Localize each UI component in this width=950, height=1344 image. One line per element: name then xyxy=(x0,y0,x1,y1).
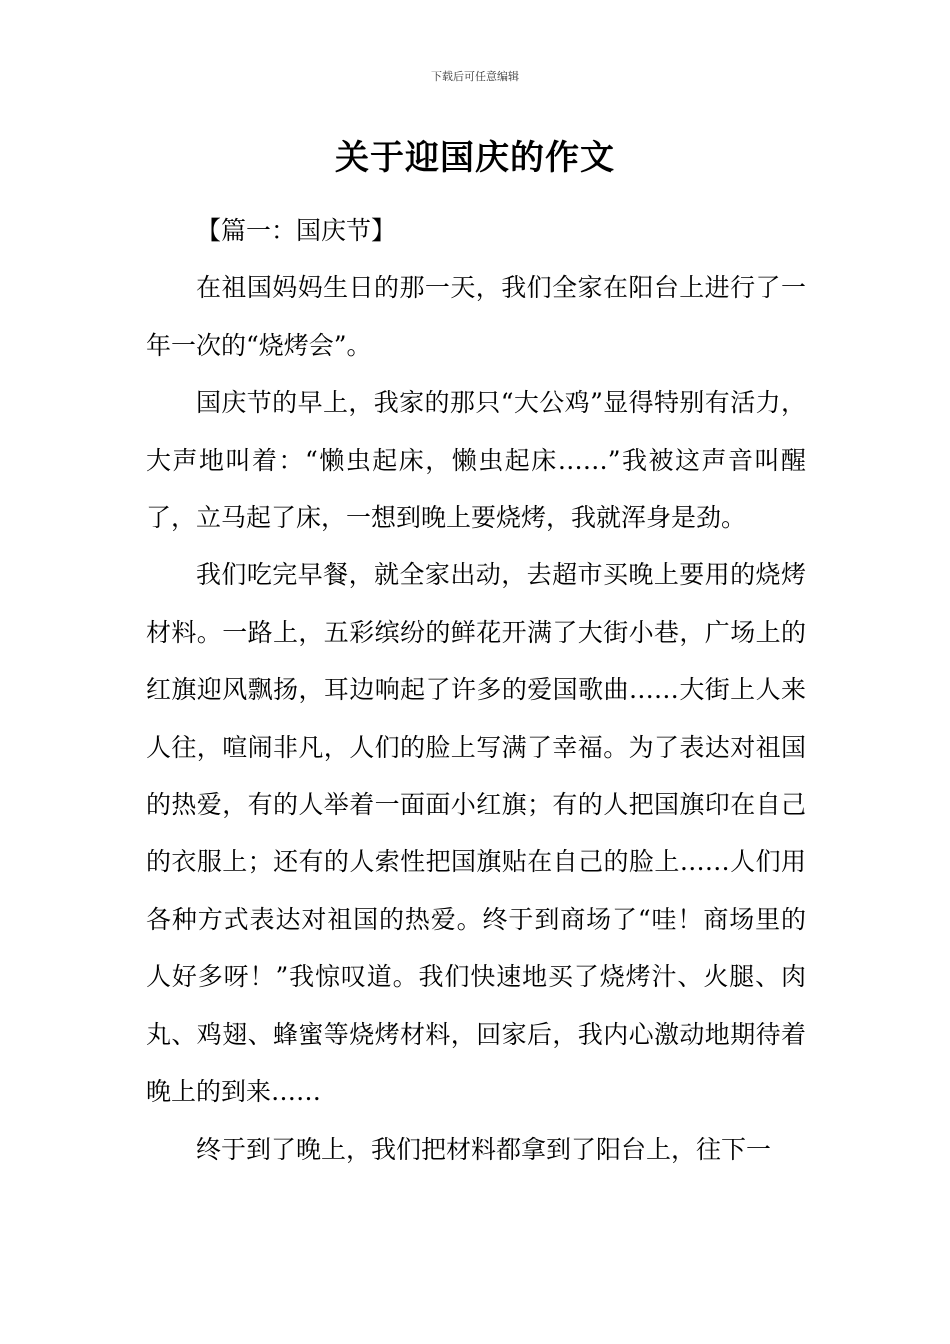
header-note: 下载后可任意编辑 xyxy=(431,70,519,83)
document-body xyxy=(146,202,806,1178)
section-heading: 【篇一：国庆节】 xyxy=(196,216,397,245)
paragraph-2: 国庆节的早上，我家的那只“大公鸡”显得特别有活力，大声地叫着：“懒虫起床，懒虫起床……”我被这声音叫醒了，立马起了床，一想到晚上要烧烤，我就浑身是劲。 xyxy=(146,388,806,533)
paragraph-1: 在祖国妈妈生日的那一天，我们全家在阳台上进行了一年一次的“烧烤会”。 xyxy=(146,273,806,360)
paragraph-3: 我们吃完早餐，就全家出动，去超市买晚上要用的烧烤材料。一路上，五彩缤纷的鲜花开满了大街小巷，广场上的红旗迎风飘扬，耳边响起了许多的爱国歌曲……大街上人来人往，喧闹非凡，人们的脸上写满了幸福。为了表达对祖国的热爱，有的人举着一面面小红旗；有的人把国旗印在自己的衣服上；还有的人索性把国旗贴在自己的脸上……人们用各种方式表达对祖国的热爱。终于到商场了“哇！商场里的人好多呀！”我惊叹道。我们快速地买了烧烤汁、火腿、肉丸、鸡翅、蜂蜜等烧烤材料，回家后，我内心激动地期待着晚上的到来…… xyxy=(146,560,806,1107)
document-title: 关于迎国庆的作文 xyxy=(335,138,615,178)
paragraph-4: 终于到了晚上，我们把材料都拿到了阳台上，往下一 xyxy=(196,1134,772,1164)
